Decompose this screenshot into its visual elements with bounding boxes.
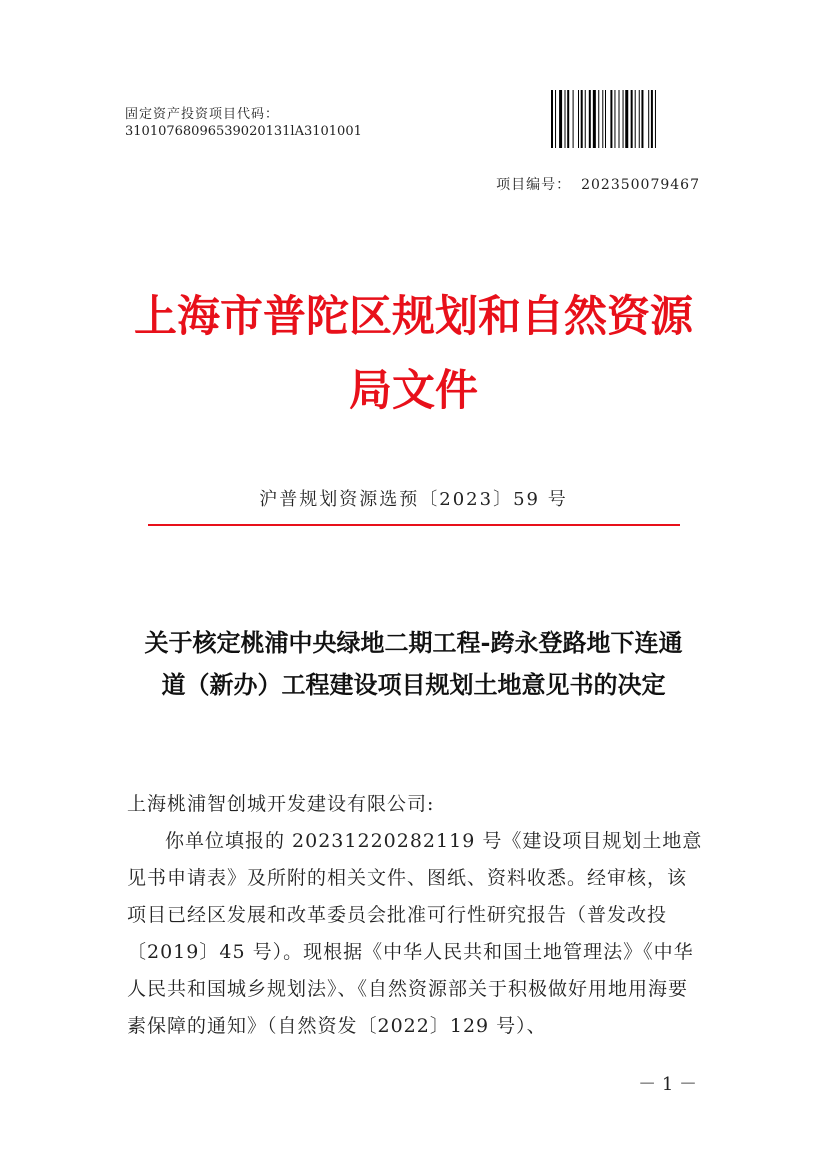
project-code-value: 31010768096539020131lA3101001 bbox=[125, 124, 362, 139]
red-divider bbox=[148, 524, 680, 526]
barcode-bar bbox=[602, 90, 603, 148]
barcode-bar bbox=[559, 90, 562, 148]
barcode-bar bbox=[605, 90, 606, 148]
project-number-label: 项目编号： bbox=[496, 177, 572, 193]
recipient: 上海桃浦智创城开发建设有限公司: bbox=[127, 793, 435, 815]
project-number bbox=[496, 174, 700, 194]
barcode-bar bbox=[648, 90, 649, 148]
barcode-bar bbox=[551, 90, 553, 148]
barcode-bar bbox=[610, 90, 612, 148]
agency-line-2: 局文件 bbox=[349, 366, 478, 416]
barcode-bar bbox=[555, 90, 556, 148]
project-code-label: 固定资产投资项目代码： bbox=[125, 107, 280, 122]
title-line-2: 道（新办）工程建设项目规划土地意见书的决定 bbox=[161, 670, 666, 699]
document-title bbox=[100, 622, 727, 706]
barcode-bar bbox=[635, 90, 636, 148]
barcode-bar bbox=[598, 90, 599, 148]
title-line-1: 关于核定桃浦中央绿地二期工程-跨永登路地下连通 bbox=[144, 628, 683, 657]
barcode-bar bbox=[639, 90, 640, 148]
barcode-bar bbox=[585, 90, 586, 148]
barcode-bar bbox=[625, 90, 628, 148]
barcode-bar bbox=[651, 90, 653, 148]
barcode-bar bbox=[565, 90, 566, 148]
agency-line-1: 上海市普陀区规划和自然资源 bbox=[134, 292, 693, 342]
page-number-row bbox=[0, 1070, 827, 1096]
document-number: 沪普规划资源选预〔2023〕59 号 bbox=[259, 489, 568, 510]
barcode-bar bbox=[655, 90, 656, 148]
barcode-bar bbox=[641, 90, 643, 148]
barcode-bar bbox=[593, 90, 596, 148]
barcode-bar bbox=[578, 90, 579, 148]
barcode-bar bbox=[573, 90, 574, 148]
barcode bbox=[551, 90, 691, 148]
issuing-agency-heading bbox=[0, 280, 827, 428]
page-number: － 1 － bbox=[638, 1074, 697, 1095]
barcode-bar bbox=[581, 90, 583, 148]
barcode-bar bbox=[619, 90, 620, 148]
document-body bbox=[127, 786, 703, 1045]
barcode-bar bbox=[589, 90, 591, 148]
project-number-value: 202350079467 bbox=[581, 177, 700, 193]
barcode-bar bbox=[567, 90, 569, 148]
body-paragraph: 你单位填报的 20231220282119 号《建设项目规划土地意见书申请表》及所附的相关文件、图纸、资料收悉。经审核，该项目已经区发展和改革委员会批准可行性研究报告（普发改投〔2019〕45 号）。现根据《中华人民共和国土地管理法》《中华人民共和国城乡规划法》、《自然资源部关于积极做好用地用海要素保障的通知》（自然资发〔2022〕129 号）、 bbox=[127, 830, 703, 1037]
barcode-bar bbox=[631, 90, 633, 148]
barcode-bar bbox=[614, 90, 615, 148]
barcode-bar bbox=[623, 90, 624, 148]
